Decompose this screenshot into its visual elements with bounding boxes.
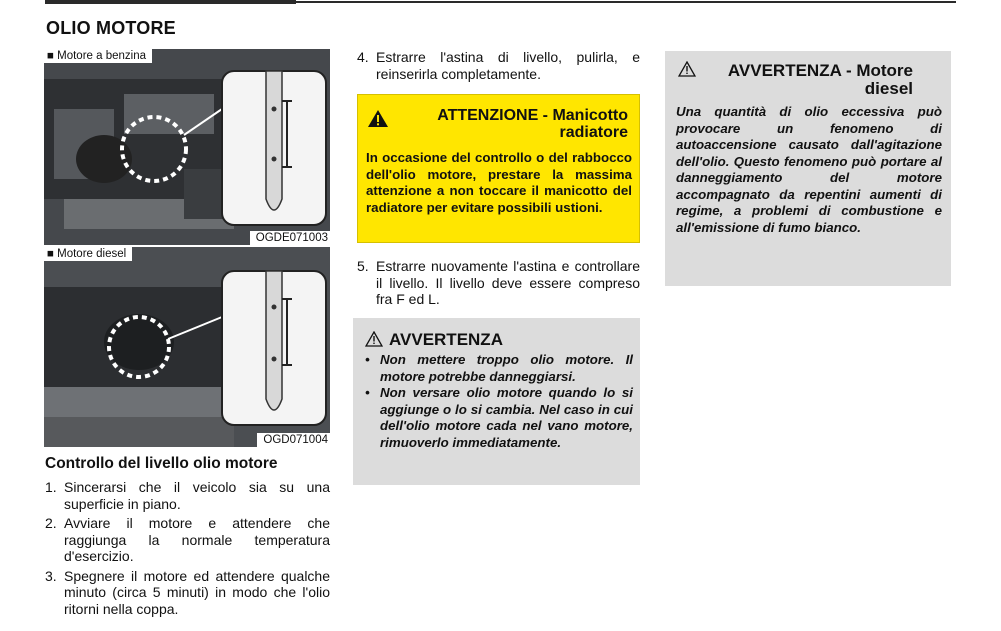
photo-diesel-engine bbox=[44, 247, 330, 447]
list-item: 1. Sincerarsi che il veicolo sia su una superficie in piano. bbox=[45, 479, 330, 512]
caution-body: In occasione del controllo o del rabbocco dell'olio motore, prestare la massima attenzione a non toccare il manicotto del radiatore per evitare possibili ustioni. bbox=[366, 150, 632, 215]
warning-icon bbox=[365, 331, 383, 347]
check-steps-list-cont bbox=[357, 49, 640, 82]
photo-petrol-engine bbox=[44, 49, 330, 245]
list-item: 2. Avviare il motore e attendere che raggiunga la normale temperatura d'esercizio. bbox=[45, 515, 330, 564]
warning-bullets bbox=[365, 352, 633, 451]
section-title: OLIO MOTORE bbox=[46, 18, 176, 38]
warning-diesel-box bbox=[665, 51, 951, 286]
list-item: 5. Estrarre nuovamente l'astina e controllare il livello. Il livello deve essere compreso fra F ed L. bbox=[357, 258, 640, 307]
header-rule bbox=[296, 1, 956, 3]
photo-code: OGD071004 bbox=[257, 433, 330, 447]
warning-icon bbox=[678, 61, 696, 77]
caution-title: ATTENZIONE - Manicotto radiatore bbox=[437, 107, 628, 141]
engine-illustration bbox=[44, 247, 330, 447]
photo-label: ■ Motore a benzina bbox=[44, 49, 152, 63]
caution-icon bbox=[367, 109, 389, 128]
photo-code: OGDE071003 bbox=[250, 231, 330, 245]
warning-box bbox=[353, 318, 640, 485]
photo-label: ■ Motore diesel bbox=[44, 247, 132, 261]
check-steps-list bbox=[45, 479, 330, 617]
list-item: • Non mettere troppo olio motore. Il motore potrebbe danneggiarsi. bbox=[365, 352, 633, 384]
header-bar bbox=[45, 0, 296, 4]
warning-diesel-title: AVVERTENZA - Motore diesel bbox=[727, 61, 913, 98]
warning-title: AVVERTENZA bbox=[389, 330, 503, 349]
check-steps-list-cont2 bbox=[357, 258, 640, 308]
list-item: 3. Spegnere il motore ed attendere qualche minuto (circa 5 minuti) in modo che l'olio ritorni nella coppa. bbox=[45, 567, 330, 617]
caution-box bbox=[357, 94, 640, 243]
check-heading: Controllo del livello olio motore bbox=[45, 455, 278, 472]
list-item: • Non versare olio motore quando lo si aggiunge o lo si cambia. Nel caso in cui dell'olio motore cada nel vano motore, rimuoverlo immediatamente. bbox=[365, 385, 633, 450]
list-item: 4. Estrarre l'astina di livello, pulirla, e reinserirla completamente. bbox=[357, 49, 640, 82]
warning-diesel-body: Una quantità di olio eccessiva può provocare un fenomeno di autoaccensione causato dall'agitazione dell'olio. Questo fenomeno può portare al danneggiamento del motore accompagnato da repentini aumenti di regime, a problemi di combustione e all'emissione di fumo bianco. bbox=[676, 104, 942, 235]
engine-illustration bbox=[44, 49, 330, 245]
